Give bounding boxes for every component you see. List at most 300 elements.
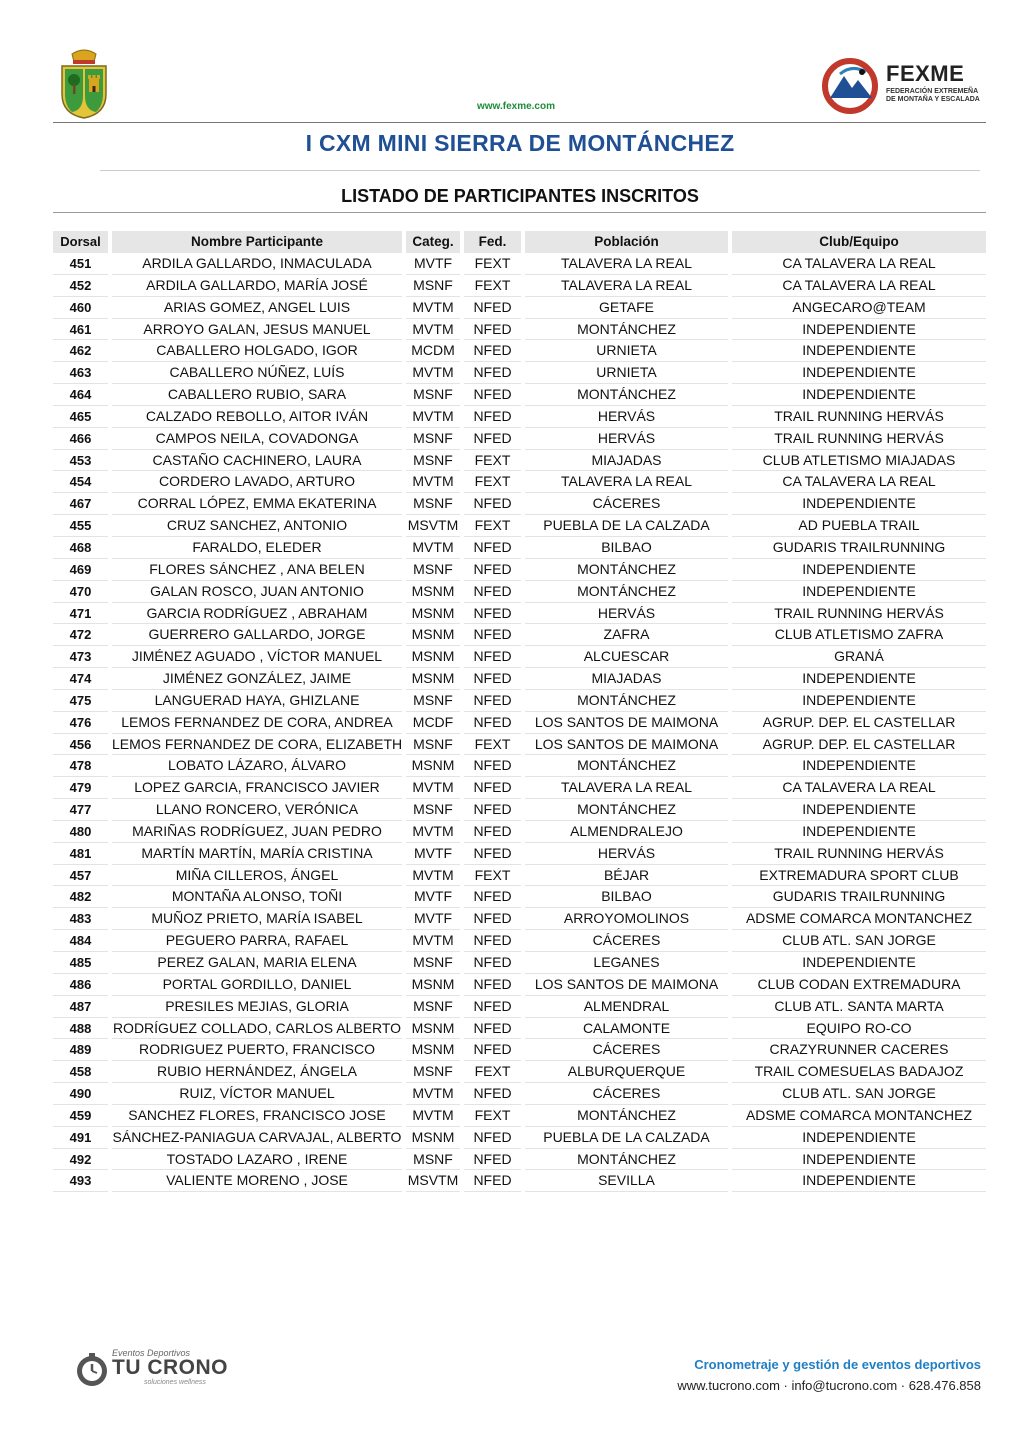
dorsal-cell: 468 [53,537,108,559]
federation-cell: NFED [464,777,521,799]
table-row [53,1018,986,1040]
category-cell: MVTM [406,821,460,843]
federation-cell: FEXT [464,450,521,472]
title-divider [100,170,980,171]
category-cell: MSNF [406,1149,460,1171]
participant-name-cell: ARROYO GALAN, JESUS MANUEL [112,319,402,341]
table-row [53,471,986,493]
category-cell: MSNF [406,428,460,450]
club-cell: INDEPENDIENTE [732,1127,986,1149]
town-cell: LEGANES [525,952,728,974]
category-cell: MVTF [406,843,460,865]
town-cell: ARROYOMOLINOS [525,908,728,930]
dorsal-cell: 467 [53,493,108,515]
participant-name-cell: RODRIGUEZ PUERTO, FRANCISCO [112,1039,402,1061]
participant-name-cell: MARTÍN MARTÍN, MARÍA CRISTINA [112,843,402,865]
participant-name-cell: VALIENTE MORENO , JOSE [112,1170,402,1192]
table-row [53,777,986,799]
dorsal-cell: 452 [53,275,108,297]
participant-name-cell: JIMÉNEZ AGUADO , VÍCTOR MANUEL [112,646,402,668]
participant-name-cell: CORDERO LAVADO, ARTURO [112,471,402,493]
town-cell: HERVÁS [525,843,728,865]
federation-cell: FEXT [464,275,521,297]
table-row [53,319,986,341]
club-cell: TRAIL RUNNING HERVÁS [732,428,986,450]
column-header-name: Nombre Participante [112,231,402,253]
footer-contact[interactable]: www.tucrono.com · info@tucrono.com · 628.476.858 [677,1378,981,1393]
club-cell: INDEPENDIENTE [732,1149,986,1171]
category-cell: MSNF [406,996,460,1018]
federation-cell: NFED [464,952,521,974]
dorsal-cell: 472 [53,624,108,646]
table-row [53,974,986,996]
table-row [53,1105,986,1127]
club-cell: ADSME COMARCA MONTANCHEZ [732,1105,986,1127]
category-cell: MCDM [406,340,460,362]
federation-cell: FEXT [464,734,521,756]
federation-cell: FEXT [464,1061,521,1083]
table-row [53,624,986,646]
club-cell: TRAIL RUNNING HERVÁS [732,603,986,625]
federation-cell: NFED [464,1127,521,1149]
dorsal-cell: 488 [53,1018,108,1040]
dorsal-cell: 462 [53,340,108,362]
club-cell: GRANÁ [732,646,986,668]
category-cell: MSNF [406,690,460,712]
town-cell: LOS SANTOS DE MAIMONA [525,734,728,756]
column-header-dorsal: Dorsal [53,231,108,253]
participant-name-cell: CRUZ SANCHEZ, ANTONIO [112,515,402,537]
list-title: LISTADO DE PARTICIPANTES INSCRITOS [341,186,699,206]
table-row [53,952,986,974]
federation-cell: NFED [464,799,521,821]
dorsal-cell: 478 [53,755,108,777]
dorsal-cell: 475 [53,690,108,712]
table-row [53,384,986,406]
participant-name-cell: CABALLERO NÚÑEZ, LUÍS [112,362,402,384]
column-header-club: Club/Equipo [732,231,986,253]
participant-name-cell: ARDILA GALLARDO, INMACULADA [112,253,402,275]
federation-cell: NFED [464,1039,521,1061]
category-cell: MSNF [406,493,460,515]
town-cell: MONTÁNCHEZ [525,755,728,777]
town-cell: TALAVERA LA REAL [525,777,728,799]
club-cell: CA TALAVERA LA REAL [732,777,986,799]
dorsal-cell: 455 [53,515,108,537]
participant-name-cell: LEMOS FERNANDEZ DE CORA, ELIZABETH [112,734,402,756]
tucrono-logo [74,1348,234,1390]
table-row [53,493,986,515]
dorsal-cell: 476 [53,712,108,734]
dorsal-cell: 471 [53,603,108,625]
federation-cell: NFED [464,755,521,777]
participant-name-cell: RUBIO HERNÁNDEZ, ÁNGELA [112,1061,402,1083]
town-cell: MONTÁNCHEZ [525,690,728,712]
federation-cell: NFED [464,537,521,559]
participant-name-cell: MARIÑAS RODRÍGUEZ, JUAN PEDRO [112,821,402,843]
dorsal-cell: 459 [53,1105,108,1127]
club-cell: CLUB CODAN EXTREMADURA [732,974,986,996]
table-row [53,581,986,603]
table-row [53,996,986,1018]
town-cell: ALBURQUERQUE [525,1061,728,1083]
category-cell: MSNM [406,624,460,646]
category-cell: MSNF [406,275,460,297]
club-cell: INDEPENDIENTE [732,362,986,384]
town-cell: URNIETA [525,362,728,384]
participant-name-cell: FARALDO, ELEDER [112,537,402,559]
category-cell: MVTF [406,253,460,275]
participant-name-cell: SANCHEZ FLORES, FRANCISCO JOSE [112,1105,402,1127]
participant-name-cell: GUERRERO GALLARDO, JORGE [112,624,402,646]
town-cell: BILBAO [525,537,728,559]
dorsal-cell: 463 [53,362,108,384]
dorsal-cell: 489 [53,1039,108,1061]
federation-subtitle [886,88,986,104]
table-row [53,712,986,734]
category-cell: MSVTM [406,515,460,537]
participant-name-cell: PORTAL GORDILLO, DANIEL [112,974,402,996]
dorsal-cell: 458 [53,1061,108,1083]
category-cell: MSNM [406,603,460,625]
category-cell: MSNM [406,668,460,690]
category-cell: MVTM [406,930,460,952]
town-cell: CÁCERES [525,1083,728,1105]
participant-name-cell: MONTAÑA ALONSO, TOÑI [112,886,402,908]
town-cell: LOS SANTOS DE MAIMONA [525,712,728,734]
participant-name-cell: CABALLERO HOLGADO, IGOR [112,340,402,362]
club-cell: AD PUEBLA TRAIL [732,515,986,537]
table-row [53,690,986,712]
club-cell: INDEPENDIENTE [732,340,986,362]
brand-tagline: soluciones wellness [144,1379,206,1386]
town-cell: MONTÁNCHEZ [525,1149,728,1171]
participant-name-cell: LLANO RONCERO, VERÓNICA [112,799,402,821]
table-body [53,253,986,1192]
dorsal-cell: 486 [53,974,108,996]
dorsal-cell: 456 [53,734,108,756]
federation-subtitle-line2: DE MONTAÑA Y ESCALADA [886,96,980,103]
category-cell: MSNM [406,581,460,603]
town-cell: LOS SANTOS DE MAIMONA [525,974,728,996]
dorsal-cell: 465 [53,406,108,428]
federation-cell: FEXT [464,471,521,493]
dorsal-cell: 479 [53,777,108,799]
category-cell: MSNF [406,952,460,974]
table-row [53,1149,986,1171]
town-cell: PUEBLA DE LA CALZADA [525,515,728,537]
federation-cell: NFED [464,319,521,341]
dorsal-cell: 466 [53,428,108,450]
category-cell: MSNF [406,384,460,406]
federation-cell: FEXT [464,515,521,537]
participant-name-cell: MUÑOZ PRIETO, MARÍA ISABEL [112,908,402,930]
table-row [53,755,986,777]
table-row [53,865,986,887]
club-cell: INDEPENDIENTE [732,821,986,843]
town-cell: MONTÁNCHEZ [525,319,728,341]
participant-name-cell: LEMOS FERNANDEZ DE CORA, ANDREA [112,712,402,734]
participant-name-cell: MIÑA CILLEROS, ÁNGEL [112,865,402,887]
participant-name-cell: ARDILA GALLARDO, MARÍA JOSÉ [112,275,402,297]
table-row [53,1039,986,1061]
club-cell: CA TALAVERA LA REAL [732,275,986,297]
category-cell: MVTM [406,297,460,319]
club-cell: ADSME COMARCA MONTANCHEZ [732,908,986,930]
town-cell: ALCUESCAR [525,646,728,668]
category-cell: MVTM [406,362,460,384]
federation-cell: NFED [464,821,521,843]
federation-name: FEXME [886,61,965,86]
dorsal-cell: 483 [53,908,108,930]
federation-cell: NFED [464,712,521,734]
participant-name-cell: PEREZ GALAN, MARIA ELENA [112,952,402,974]
table-row [53,799,986,821]
category-cell: MSNF [406,734,460,756]
brand-name: TU CRONO [112,1356,228,1379]
dorsal-cell: 484 [53,930,108,952]
town-cell: URNIETA [525,340,728,362]
category-cell: MSNM [406,1039,460,1061]
town-cell: GETAFE [525,297,728,319]
federation-cell: NFED [464,1170,521,1192]
federation-cell: NFED [464,297,521,319]
participant-name-cell: LOPEZ GARCIA, FRANCISCO JAVIER [112,777,402,799]
table-row [53,1127,986,1149]
club-cell: CLUB ATL. SANTA MARTA [732,996,986,1018]
category-cell: MSNM [406,974,460,996]
town-cell: MONTÁNCHEZ [525,384,728,406]
participant-name-cell: CORRAL LÓPEZ, EMMA EKATERINA [112,493,402,515]
participant-name-cell: ARIAS GOMEZ, ANGEL LUIS [112,297,402,319]
dorsal-cell: 464 [53,384,108,406]
table-row [53,603,986,625]
table-row [53,930,986,952]
dorsal-cell: 492 [53,1149,108,1171]
participant-name-cell: PRESILES MEJIAS, GLORIA [112,996,402,1018]
header-divider [53,122,986,123]
club-cell: CLUB ATLETISMO ZAFRA [732,624,986,646]
category-cell: MVTM [406,406,460,428]
club-cell: INDEPENDIENTE [732,668,986,690]
federation-cell: NFED [464,646,521,668]
table-row [53,1170,986,1192]
town-cell: MONTÁNCHEZ [525,1105,728,1127]
club-cell: TRAIL COMESUELAS BADAJOZ [732,1061,986,1083]
federation-cell: FEXT [464,865,521,887]
table-row [53,428,986,450]
club-cell: INDEPENDIENTE [732,559,986,581]
town-cell: CÁCERES [525,493,728,515]
participant-name-cell: LANGUERAD HAYA, GHIZLANE [112,690,402,712]
town-cell: HERVÁS [525,428,728,450]
dorsal-cell: 493 [53,1170,108,1192]
participant-name-cell: RODRÍGUEZ COLLADO, CARLOS ALBERTO [112,1018,402,1040]
town-cell: ZAFRA [525,624,728,646]
category-cell: MVTM [406,471,460,493]
club-cell: GUDARIS TRAILRUNNING [732,537,986,559]
category-cell: MSNM [406,1018,460,1040]
club-cell: INDEPENDIENTE [732,581,986,603]
federation-cell: NFED [464,581,521,603]
participant-name-cell: CALZADO REBOLLO, AITOR IVÁN [112,406,402,428]
footer-tagline: Cronometraje y gestión de eventos deportivos [694,1357,981,1372]
federation-cell: NFED [464,974,521,996]
column-header-town: Población [525,231,728,253]
town-cell: MIAJADAS [525,668,728,690]
table-row [53,340,986,362]
federation-cell: NFED [464,908,521,930]
table-row [53,1061,986,1083]
dorsal-cell: 477 [53,799,108,821]
federation-cell: NFED [464,340,521,362]
town-cell: ALMENDRALEJO [525,821,728,843]
table-row [53,253,986,275]
participant-name-cell: CAMPOS NEILA, COVADONGA [112,428,402,450]
federation-cell: NFED [464,1018,521,1040]
dorsal-cell: 482 [53,886,108,908]
town-cell: PUEBLA DE LA CALZADA [525,1127,728,1149]
town-cell: MIAJADAS [525,450,728,472]
column-header-federation: Fed. [464,231,521,253]
category-cell: MSNF [406,559,460,581]
category-cell: MSNF [406,799,460,821]
category-cell: MVTM [406,865,460,887]
club-cell: INDEPENDIENTE [732,799,986,821]
club-cell: EXTREMADURA SPORT CLUB [732,865,986,887]
table-row [53,734,986,756]
dorsal-cell: 469 [53,559,108,581]
fexme-logo [822,58,992,114]
town-cell: HERVÁS [525,603,728,625]
table-row [53,406,986,428]
category-cell: MVTF [406,886,460,908]
table-row [53,1083,986,1105]
table-row [53,537,986,559]
dorsal-cell: 490 [53,1083,108,1105]
category-cell: MCDF [406,712,460,734]
participant-name-cell: RUIZ, VÍCTOR MANUEL [112,1083,402,1105]
town-cell: SEVILLA [525,1170,728,1192]
club-cell: INDEPENDIENTE [732,690,986,712]
federation-subtitle-line1: FEDERACIÓN EXTREMEÑA [886,88,979,95]
club-cell: INDEPENDIENTE [732,952,986,974]
participant-name-cell: TOSTADO LAZARO , IRENE [112,1149,402,1171]
fexme-emblem-icon [822,58,882,114]
site-url[interactable]: www.fexme.com [477,101,555,112]
federation-cell: NFED [464,930,521,952]
table-row [53,362,986,384]
table-row [53,515,986,537]
dorsal-cell: 487 [53,996,108,1018]
dorsal-cell: 480 [53,821,108,843]
participant-name-cell: GALAN ROSCO, JUAN ANTONIO [112,581,402,603]
participant-name-cell: PEGUERO PARRA, RAFAEL [112,930,402,952]
town-cell: HERVÁS [525,406,728,428]
category-cell: MVTM [406,319,460,341]
dorsal-cell: 470 [53,581,108,603]
category-cell: MVTM [406,1083,460,1105]
table-row [53,908,986,930]
table-row [53,668,986,690]
brand-small-text: Eventos Deportivos [112,1348,191,1358]
dorsal-cell: 457 [53,865,108,887]
table-row [53,886,986,908]
dorsal-cell: 481 [53,843,108,865]
table-row [53,275,986,297]
town-cell: BÉJAR [525,865,728,887]
town-cell: TALAVERA LA REAL [525,275,728,297]
federation-cell: NFED [464,843,521,865]
category-cell: MVTM [406,777,460,799]
town-cell: BILBAO [525,886,728,908]
participant-name-cell: CABALLERO RUBIO, SARA [112,384,402,406]
federation-cell: NFED [464,1149,521,1171]
club-cell: ANGECARO@TEAM [732,297,986,319]
dorsal-cell: 474 [53,668,108,690]
club-cell: INDEPENDIENTE [732,493,986,515]
club-cell: CLUB ATLETISMO MIAJADAS [732,450,986,472]
club-cell: AGRUP. DEP. EL CASTELLAR [732,734,986,756]
federation-cell: NFED [464,886,521,908]
participant-name-cell: SÁNCHEZ-PANIAGUA CARVAJAL, ALBERTO [112,1127,402,1149]
category-cell: MSNM [406,1127,460,1149]
club-cell: CLUB ATL. SAN JORGE [732,1083,986,1105]
club-cell: INDEPENDIENTE [732,319,986,341]
federation-cell: NFED [464,559,521,581]
list-divider [53,212,986,213]
club-cell: CA TALAVERA LA REAL [732,471,986,493]
club-cell: CA TALAVERA LA REAL [732,253,986,275]
participant-name-cell: GARCIA RODRÍGUEZ , ABRAHAM [112,603,402,625]
federation-cell: NFED [464,362,521,384]
dorsal-cell: 453 [53,450,108,472]
federation-cell: NFED [464,428,521,450]
club-cell: CRAZYRUNNER CACERES [732,1039,986,1061]
club-cell: TRAIL RUNNING HERVÁS [732,843,986,865]
table-header [53,231,986,253]
table-row [53,646,986,668]
table-row [53,559,986,581]
club-cell: INDEPENDIENTE [732,384,986,406]
stopwatch-icon [74,1352,110,1388]
town-cell: MONTÁNCHEZ [525,799,728,821]
club-cell: EQUIPO RO-CO [732,1018,986,1040]
club-cell: CLUB ATL. SAN JORGE [732,930,986,952]
town-cell: TALAVERA LA REAL [525,471,728,493]
federation-cell: NFED [464,1083,521,1105]
town-cell: MONTÁNCHEZ [525,581,728,603]
category-cell: MSNM [406,646,460,668]
participant-name-cell: CASTAÑO CACHINERO, LAURA [112,450,402,472]
dorsal-cell: 461 [53,319,108,341]
participant-name-cell: FLORES SÁNCHEZ , ANA BELEN [112,559,402,581]
town-cell: MONTÁNCHEZ [525,559,728,581]
federation-cell: NFED [464,384,521,406]
dorsal-cell: 491 [53,1127,108,1149]
federation-cell: NFED [464,996,521,1018]
club-cell: INDEPENDIENTE [732,1170,986,1192]
dorsal-cell: 451 [53,253,108,275]
table-row [53,297,986,319]
town-cell: CÁCERES [525,1039,728,1061]
federation-cell: FEXT [464,1105,521,1127]
federation-cell: FEXT [464,253,521,275]
category-cell: MSNM [406,755,460,777]
club-cell: AGRUP. DEP. EL CASTELLAR [732,712,986,734]
club-cell: INDEPENDIENTE [732,755,986,777]
federation-cell: NFED [464,624,521,646]
